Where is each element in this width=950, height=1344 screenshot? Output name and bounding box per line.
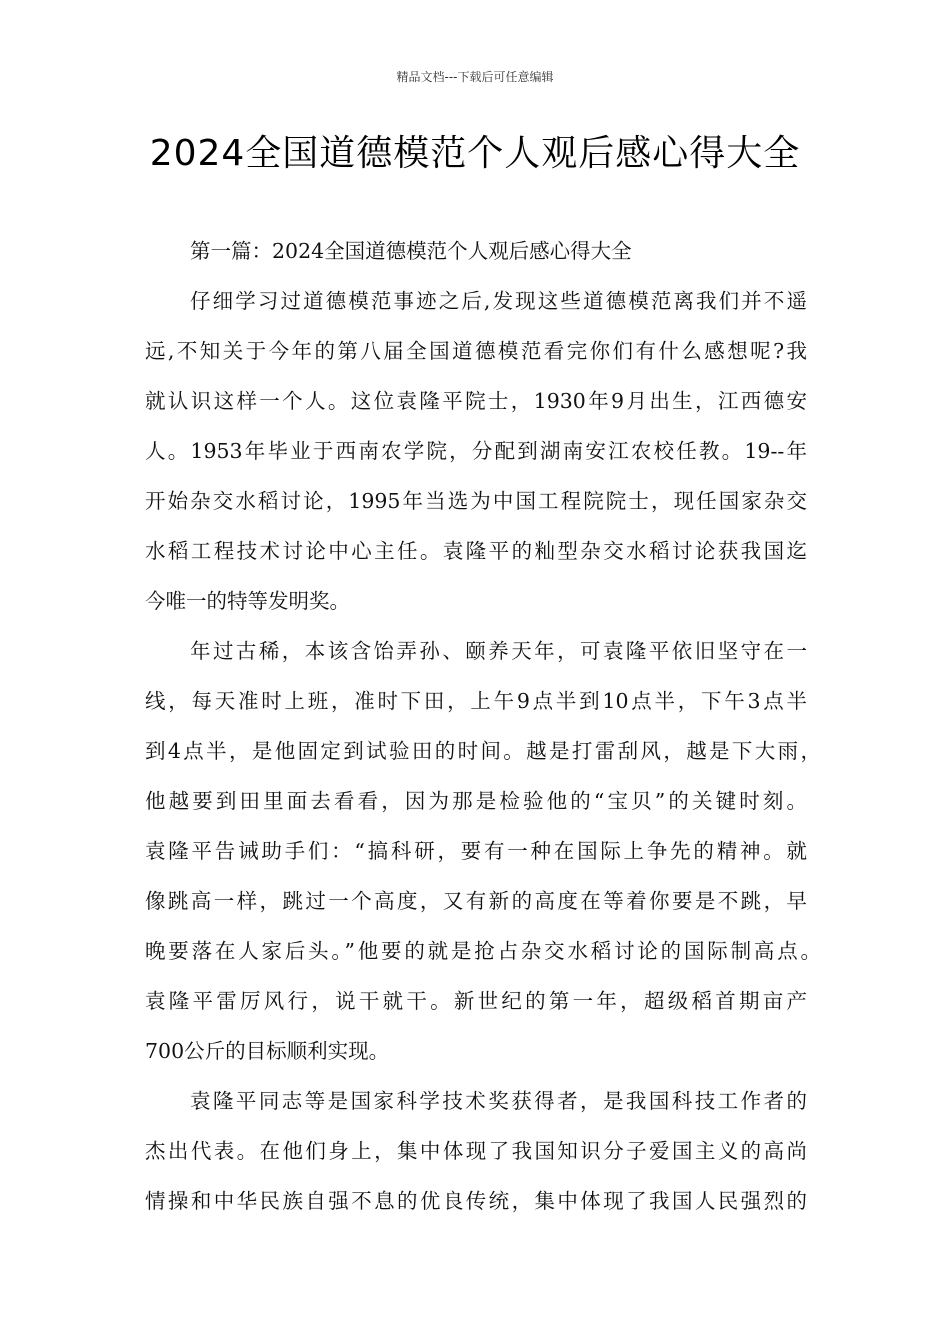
document-title: 2024全国道德模范个人观后感心得大全 <box>149 133 801 174</box>
paragraph-line: 就认识这样一个人。这位袁隆平院士，1930年9月出生，江西德安 <box>145 389 807 413</box>
header-note: 精品文档---下载后可任意编辑 <box>396 70 554 84</box>
paragraph-line: 人。1953年毕业于西南农学院，分配到湖南安江农校任教。19--年 <box>145 439 807 463</box>
paragraph-line: 今唯一的特等发明奖。 <box>145 589 350 613</box>
paragraph-line: 年过古稀，本该含饴弄孙、颐养天年，可袁隆平依旧坚守在一 <box>190 639 807 663</box>
section-heading: 第一篇：2024全国道德模范个人观后感心得大全 <box>190 239 632 263</box>
paragraph-line: 仔细学习过道德模范事迹之后,发现这些道德模范离我们并不遥 <box>190 289 807 313</box>
paragraph-line: 到4点半，是他固定到试验田的时间。越是打雷刮风，越是下大雨， <box>145 739 821 763</box>
paragraph-line: 线，每天准时上班，准时下田，上午9点半到10点半，下午3点半 <box>145 689 807 713</box>
paragraph-line: 像跳高一样，跳过一个高度，又有新的高度在等着你要是不跳，早 <box>145 889 807 913</box>
paragraph-line: 袁隆平同志等是国家科学技术奖获得者，是我国科技工作者的 <box>190 1089 807 1113</box>
paragraph-line: 情操和中华民族自强不息的优良传统，集中体现了我国人民强烈的 <box>145 1189 807 1213</box>
paragraph-line: 水稻工程技术讨论中心主任。袁隆平的籼型杂交水稻讨论获我国迄 <box>145 539 807 563</box>
paragraph-line: 开始杂交水稻讨论，1995年当选为中国工程院院士，现任国家杂交 <box>145 489 807 513</box>
paragraph-line: 700公斤的目标顺利实现。 <box>145 1039 390 1063</box>
paragraph-line: 远,不知关于今年的第八届全国道德模范看完你们有什么感想呢?我 <box>145 339 807 363</box>
paragraph-line: 杰出代表。在他们身上，集中体现了我国知识分子爱国主义的高尚 <box>145 1139 807 1163</box>
paragraph-line: 袁隆平雷厉风行，说干就干。新世纪的第一年，超级稻首期亩产 <box>145 989 807 1013</box>
paragraph-line: 晚要落在人家后头。”他要的就是抢占杂交水稻讨论的国际制高点。 <box>145 939 821 963</box>
paragraph-line: 他越要到田里面去看看，因为那是检验他的“宝贝”的关键时刻。 <box>145 789 807 813</box>
paragraph-line: 袁隆平告诫助手们：“搞科研，要有一种在国际上争先的精神。就 <box>145 839 807 863</box>
